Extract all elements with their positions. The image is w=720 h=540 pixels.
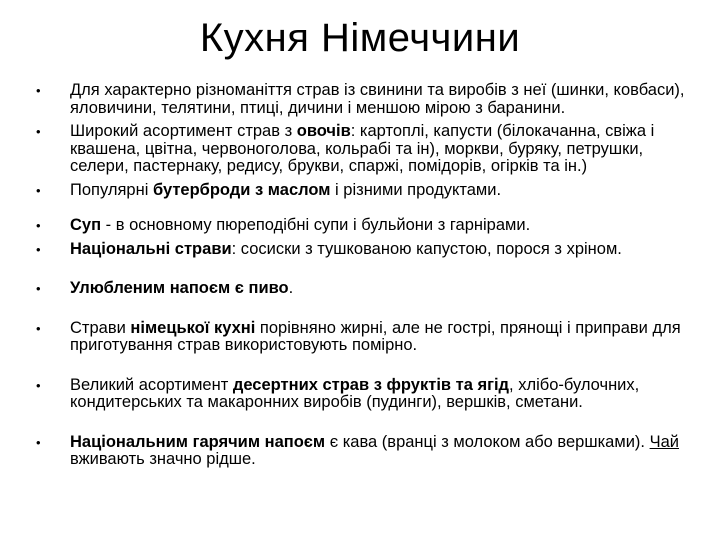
bold-text: Національним гарячим напоєм — [70, 432, 326, 451]
bullet-text: Для характерно різноманіття страв із свинини та виробів з неї (шинки, ковбаси), яловичини, телятини, птиці, дичини і меншою мірою з баранини. — [70, 81, 685, 117]
bullet-text: : картоплі, капусти (білокачанна, свіжа і квашена, цвітна, червоноголова, кольрабі та ін), моркви, буряку, петрушки, селери, пастернаку, редису, брукви, спаржі, помідорів, огірків та ін.) — [70, 122, 655, 175]
bullet-dot: • — [36, 320, 41, 336]
bullet-item-desserts — [36, 377, 691, 412]
bullet-dot: • — [36, 434, 41, 450]
bullet-dot: • — [36, 83, 41, 98]
bullet-dot: • — [36, 281, 41, 296]
bullet-item-beer — [36, 280, 691, 298]
bullet-item-vegetables — [36, 123, 691, 176]
bold-text: німецької кухні — [130, 318, 256, 337]
bold-text: Національні страви — [70, 239, 232, 258]
bold-text: Суп — [70, 216, 102, 234]
bullet-item-coffee-tea — [36, 434, 691, 469]
bullet-dot: • — [36, 182, 41, 198]
bullet-text: і різними продуктами. — [330, 180, 502, 199]
bullet-text: порівняно жирні, але не гострі, прянощі і приправи для приготування страв використовують помірно. — [70, 318, 681, 354]
bullet-item-national-dishes — [36, 241, 691, 259]
bold-text: бутерброди з маслом — [152, 180, 331, 199]
bold-text: овочів — [296, 122, 351, 140]
bullet-dot: • — [36, 241, 41, 257]
bullet-dot: • — [36, 218, 41, 233]
bullet-text: : сосиски з тушкованою капустою, порося з хріном. — [231, 239, 622, 258]
bullet-item-german-cuisine — [36, 320, 691, 355]
bullet-item-soup — [36, 217, 691, 235]
bullet-text: є кава (вранці з молоком або вершками). — [325, 432, 650, 451]
bullet-text: Широкий асортимент страв з — [70, 122, 297, 140]
bullet-text: Страви — [70, 318, 131, 337]
underlined-text: Чай — [649, 432, 679, 451]
bullet-item-sandwiches — [36, 182, 691, 200]
slide-title: Кухня Німеччини — [199, 16, 521, 60]
bold-text: Улюбленим напоєм є пиво — [70, 279, 289, 297]
bullet-text: вживають значно рідше. — [70, 450, 256, 468]
bold-text: десертних страв з фруктів та ягід — [232, 375, 510, 394]
bullet-text: - в основному пюреподібні супи і бульйони з гарнірами. — [101, 216, 531, 234]
bullet-text: Великий асортимент — [70, 375, 233, 394]
bullet-list — [36, 82, 691, 469]
bullet-dot: • — [36, 377, 41, 393]
bullet-dot: • — [36, 124, 41, 139]
bullet-text: Популярні — [70, 180, 153, 199]
bullet-item-pork-beef — [36, 82, 691, 117]
bullet-text: , хлібо-булочних, кондитерських та макаронних виробів (пудинги), вершків, сметани. — [70, 375, 640, 411]
bullet-text: . — [288, 279, 294, 297]
